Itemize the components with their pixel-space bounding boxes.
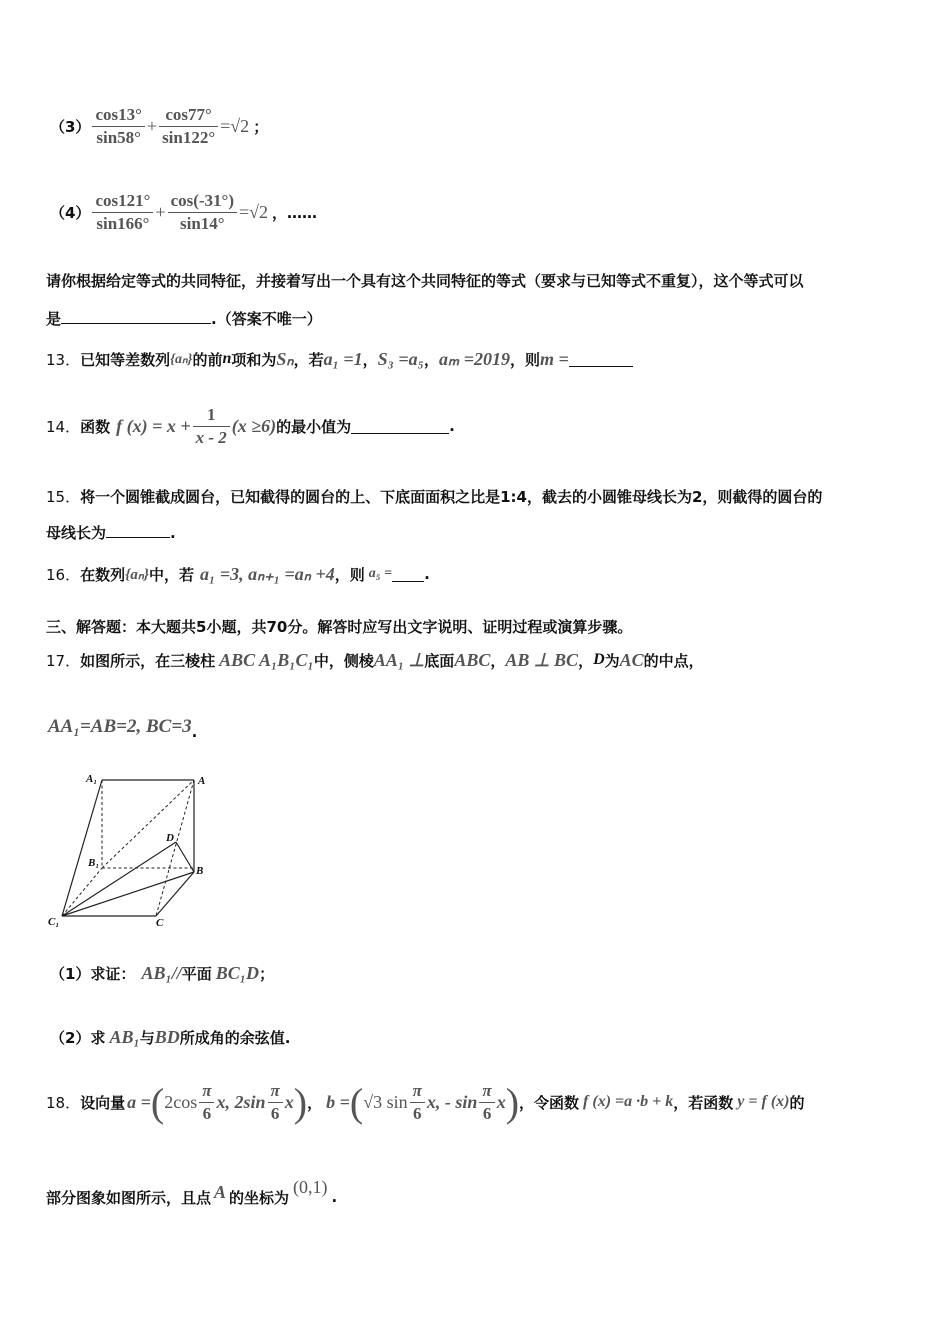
q13-text-2: 的前 [192,350,223,369]
eq3-label: （3） [50,117,91,136]
label-A: A [198,775,206,787]
q18-a-frac-2 [268,1080,283,1125]
q13-n: n [222,350,232,367]
q17-given-end: . [191,723,198,741]
q15-text-2: 母线长为 [46,524,107,542]
q18-a-frac-1 [199,1080,214,1125]
q15-end: . [170,524,176,542]
q18-number: 18． [46,1093,81,1112]
q18-b-frac-2 [479,1080,494,1125]
q18-y-def: y = f (x) [737,1093,790,1110]
q17-p2-end: 所成角的余弦值. [179,1028,291,1047]
q13-number: 13． [46,350,81,369]
q18-line2-prefix: 部分图象如图所示，且点 [46,1188,212,1207]
eq3-fraction-1 [92,104,144,149]
q17-perp: AB ⊥ BC [505,649,579,670]
q13-cond-3: aₘ =2019 [438,348,510,369]
q17-p2-line-2: BD [154,1026,180,1047]
q16-a5: a₅ = [368,566,393,581]
q13-Sn: Sₙ [276,348,294,369]
q16-condition: a₁ =3, aₙ₊₁ =aₙ +4 [200,563,335,584]
q13-sequence: {aₙ} [170,351,193,367]
q18-a-right-paren: ) [293,1079,308,1125]
q17-edge: AA₁ ⊥ [373,649,425,670]
q18-pi-4: π [479,1080,494,1103]
label-A1: A₁ [86,773,98,785]
eq4-num1: cos121° [92,190,153,213]
edge-C1A1 [62,780,102,916]
q18-text-2: ，令函数 [519,1093,580,1112]
q17-given-math: AA₁=AB=2, BC=3 [48,716,192,737]
q17-text-2: 中，侧棱 [313,651,374,670]
q18-a-comp-3: x [284,1091,294,1112]
q13-sep-1: ， [362,350,378,369]
q18-pi-3: π [410,1080,425,1103]
q17-D: D [593,651,605,668]
eq4-num2: cos(-31°) [168,190,237,213]
q17-p1-plane: BC₁D [215,962,260,983]
q18-a-left-paren: ( [150,1079,165,1125]
answer-blank-14[interactable] [351,419,449,434]
q17-p2-mid: 与 [139,1028,155,1047]
q18-six-3: 6 [413,1103,422,1123]
edge-AC [156,780,194,916]
q16-end: . [424,565,430,583]
q18-pi-1: π [199,1080,214,1103]
q13-cond-2: S₃ =a₅ [377,348,424,369]
q16-sequence: {aₙ} [125,566,150,583]
eq3-num1: cos13° [92,104,144,127]
section-3-heading: 三、解答题：本大题共5小题，共70分。解答时应写出文字说明、证明过程或演算步骤。 [46,618,633,636]
prism-figure [44,768,214,928]
answer-blank-12[interactable] [61,309,211,324]
instruction-line2-suffix: .（答案不唯一） [211,310,322,328]
q17-text-1: 如图所示，在三棱柱 [80,651,216,670]
q13-text-4: ，若 [293,350,324,369]
q18-six-2: 6 [270,1103,280,1123]
q18-text-3: ，若函数 [673,1093,734,1112]
q14-fraction [193,404,230,449]
q16-text-1: 在数列 [80,565,126,584]
edge-C1D [62,842,176,916]
q18-six-1: 6 [202,1103,212,1123]
q17-text-4: 为 [604,651,620,670]
instruction-line1: 请你根据给定等式的共同特征，并接着写出一个具有这个共同特征的等式（要求与已知等式不重复），这个等式可以 [46,272,804,290]
eq3-den1: sin58° [96,127,141,147]
label-D: D [166,832,174,844]
q16-text-2: 中，若 [149,565,195,584]
q18-pi-2: π [268,1080,283,1103]
q17-number: 17． [46,651,81,670]
q17-part-2 [50,1022,290,1052]
eq3-num2: cos77° [159,104,218,127]
q18-six-4: 6 [482,1103,492,1123]
q18-a-comp-1: 2cos [164,1091,198,1112]
q17-p1-label: （1）求证： [50,964,136,983]
q17-text-3: 底面 [424,651,455,670]
instruction-line2-prefix: 是 [46,310,62,328]
q18-b-vector: b = [326,1091,350,1112]
q17-comma-2: ， [578,651,594,670]
q18-point-A: A [214,1181,227,1202]
q13-text-3: 项和为 [231,350,277,369]
q13-text-1: 已知等差数列 [80,350,171,369]
question-13 [46,344,633,374]
edge-B1A [102,780,194,868]
q13-text-5: ，则 [509,350,540,369]
q18-line2-end: . [331,1188,338,1206]
eq4-fraction-1 [92,190,153,235]
q14-number: 14． [46,417,81,436]
eq3-plus: + [146,115,158,136]
q16-text-3: ，则 [334,565,365,584]
eq4-label: （4） [50,203,91,222]
q17-p2-label: （2）求 [50,1028,106,1047]
equation-4 [50,190,317,234]
q18-line2-mid: 的坐标为 [229,1188,290,1207]
answer-blank-15[interactable] [106,523,170,538]
answer-blank-13[interactable] [569,352,633,367]
q17-part-1 [50,958,274,988]
eq3-end: ； [253,117,269,136]
q14-function-lhs: f (x) = x + [116,415,191,436]
q18-f-def: f (x) =a ·b + k [583,1093,674,1110]
q18-a-vector: a = [127,1091,151,1112]
q17-comma-1: ， [490,651,506,670]
eq4-fraction-2 [168,190,237,235]
eq3-rhs: =√2 [220,115,250,136]
q17-p1-mid: 平面 [181,964,212,983]
question-15-line1 [46,486,822,507]
q17-p2-line-1: AB₁ [109,1026,140,1047]
q14-text-2: 的最小值为 [276,417,352,436]
q17-given [48,712,197,742]
q17-text-5: 的中点， [643,651,704,670]
eq4-end: ，…… [272,203,318,222]
q15-text-1: 将一个圆锥截成圆台，已知截得的圆台的上、下底面面积之比是1:4，截去的小圆锥母线长为2，则截得的圆台的 [80,488,823,506]
q14-text-1: 函数 [80,417,111,436]
eq4-rhs: =√2 [239,201,269,222]
eq3-den2: sin122° [162,127,216,147]
q17-prism: ABC A₁B₁C₁ [219,649,314,670]
question-18 [46,1076,805,1128]
q18-coord: (0,1) [293,1176,328,1197]
answer-blank-16[interactable] [392,567,424,582]
q16-number: 16． [46,565,81,584]
q17-base: ABC [454,649,491,670]
q18-text-4: 的 [789,1093,805,1112]
edge-C1B [62,872,194,916]
eq4-den1: sin166° [96,213,150,233]
q18-b-left-paren: ( [349,1079,364,1125]
q14-domain: (x ≥6) [231,415,277,436]
q14-end: . [449,417,455,435]
label-C: C [156,917,164,928]
q18-b-frac-1 [410,1080,425,1125]
label-C1: C₁ [48,916,60,928]
q18-comma: ， [307,1093,323,1112]
q13-cond-1: a₁ =1 [323,348,363,369]
q18-a-comp-2: x, 2sin [216,1091,266,1112]
label-B1: B₁ [88,857,100,869]
q18-line-2 [46,1174,337,1210]
q17-p1-end: ； [259,964,275,983]
q13-m: m = [539,348,569,369]
q14-frac-num: 1 [193,404,230,427]
eq4-den2: sin14° [179,213,225,233]
q17-p1-math: AB₁// [141,962,182,983]
q18-text-1: 设向量 [80,1093,126,1112]
q17-AC: AC [619,649,644,670]
question-16 [46,558,430,590]
eq3-fraction-2 [159,104,218,149]
q18-b-comp-2: x, - sin [426,1091,478,1112]
eq4-plus: + [155,201,166,222]
q15-number: 15． [46,488,81,506]
question-17 [46,644,704,676]
q18-b-comp-1: √3 sin [363,1091,408,1112]
q13-sep-2: ， [423,350,439,369]
q18-b-comp-3: x [496,1091,506,1112]
equation-3 [50,104,268,148]
q18-b-right-paren: ) [505,1079,520,1125]
q14-frac-den: x - 2 [195,427,227,447]
label-B: B [196,865,204,877]
question-14 [46,402,455,450]
instruction-line2 [46,308,322,329]
question-15-line2 [46,522,176,543]
